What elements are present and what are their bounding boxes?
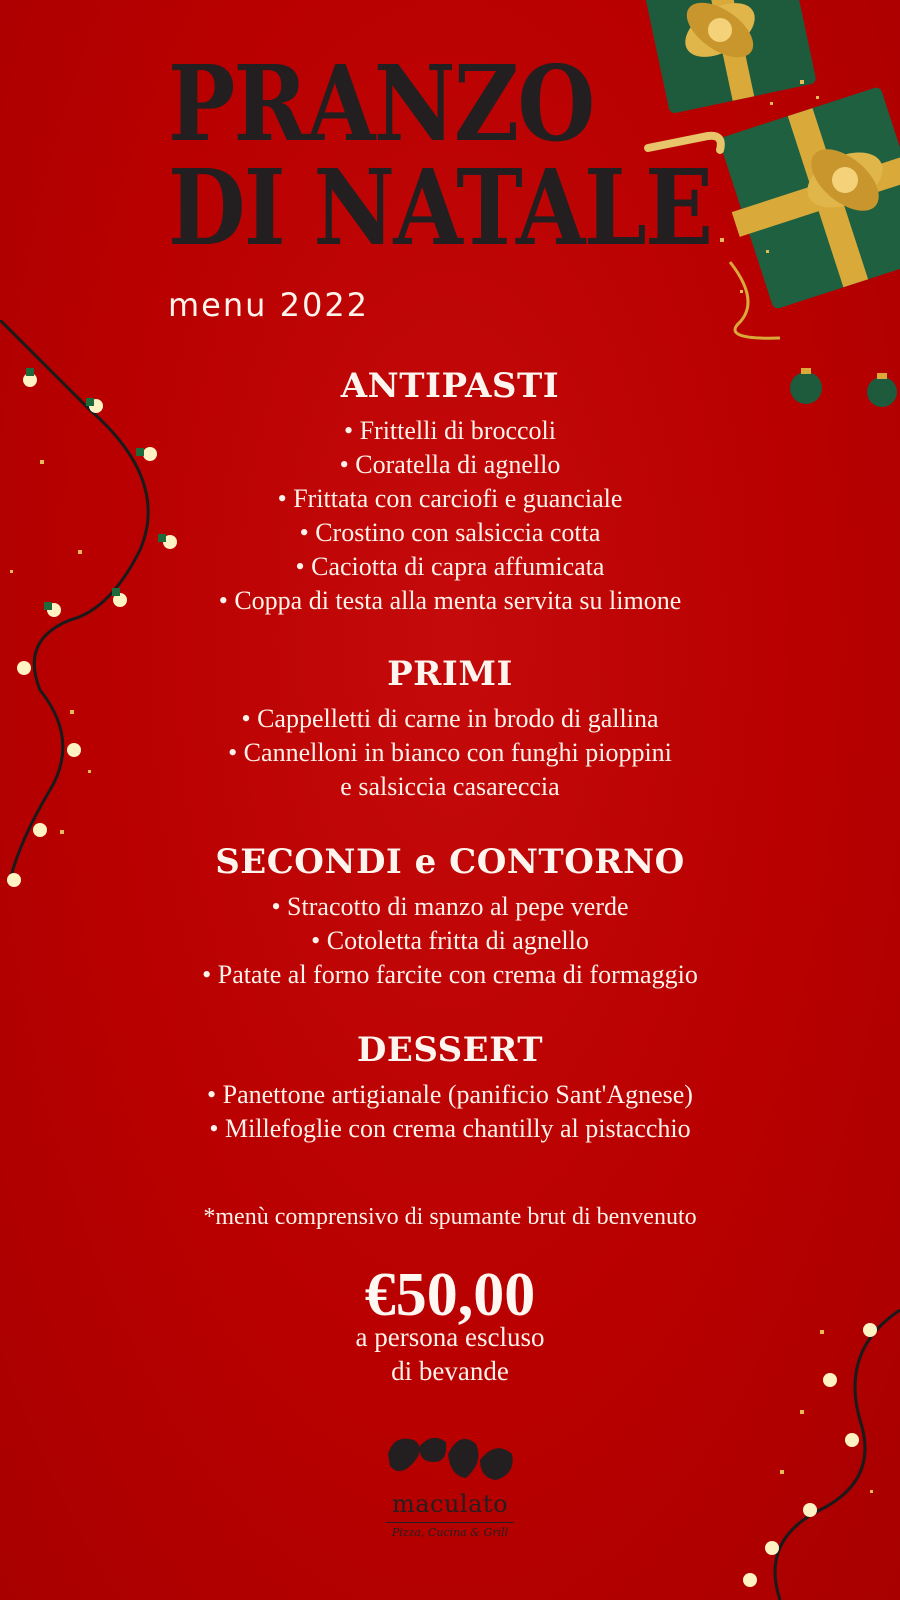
dish-list (0, 414, 900, 618)
list-item: • Cappelletti di carne in brodo di gallina (241, 704, 659, 733)
title-line-1: PRANZO (168, 42, 594, 165)
price-note-line-2: di bevande (391, 1356, 509, 1386)
logo-tagline: Pizza, Cucina & Grill (391, 1526, 509, 1539)
price-details (0, 1320, 900, 1388)
section-dessert (0, 1030, 900, 1146)
list-item: • Frittata con carciofi e guanciale (277, 484, 623, 513)
list-item: • Patate al forno farcite con crema di formaggio (202, 960, 698, 989)
list-item: • Cannelloni in bianco con funghi pioppini (228, 738, 672, 767)
logo-spots-icon (384, 1432, 516, 1488)
page-title (168, 42, 712, 269)
logo-name: maculato (391, 1490, 509, 1518)
dish-list (0, 890, 900, 992)
list-item: • Panettone artigianale (panificio Sant'Agnese) (207, 1080, 693, 1109)
logo-divider (386, 1522, 514, 1523)
dish-list (0, 1078, 900, 1146)
section-secondi-contorno (0, 842, 900, 992)
section-title: ANTIPASTI (340, 366, 560, 406)
list-item: • Stracotto di manzo al pepe verde (271, 892, 629, 921)
list-item: • Coratella di agnello (339, 450, 561, 479)
menu-year-subtitle: menu 2022 (168, 286, 370, 324)
restaurant-logo (380, 1432, 520, 1552)
section-primi (0, 654, 900, 804)
list-item: e salsiccia casareccia (340, 772, 560, 801)
price-amount: €50,00 (364, 1261, 536, 1329)
list-item: • Coppa di testa alla menta servita su limone (218, 586, 682, 615)
list-item: • Crostino con salsiccia cotta (299, 518, 601, 547)
section-antipasti (0, 366, 900, 618)
list-item: • Millefoglie con crema chantilly al pistacchio (209, 1114, 691, 1143)
section-title: DESSERT (356, 1030, 544, 1070)
price-note-line-1: a persona escluso (355, 1322, 545, 1352)
list-item: • Cotoletta fritta di agnello (311, 926, 589, 955)
section-title: PRIMI (387, 654, 513, 694)
list-item: • Frittelli di broccoli (343, 416, 556, 445)
list-item: • Caciotta di capra affumicata (295, 552, 605, 581)
title-line-2: DI NATALE (168, 146, 712, 269)
section-title: SECONDI e CONTORNO (215, 842, 685, 882)
dish-list (0, 702, 900, 804)
menu-note: *menù comprensivo di spumante brut di benvenuto (203, 1204, 697, 1230)
